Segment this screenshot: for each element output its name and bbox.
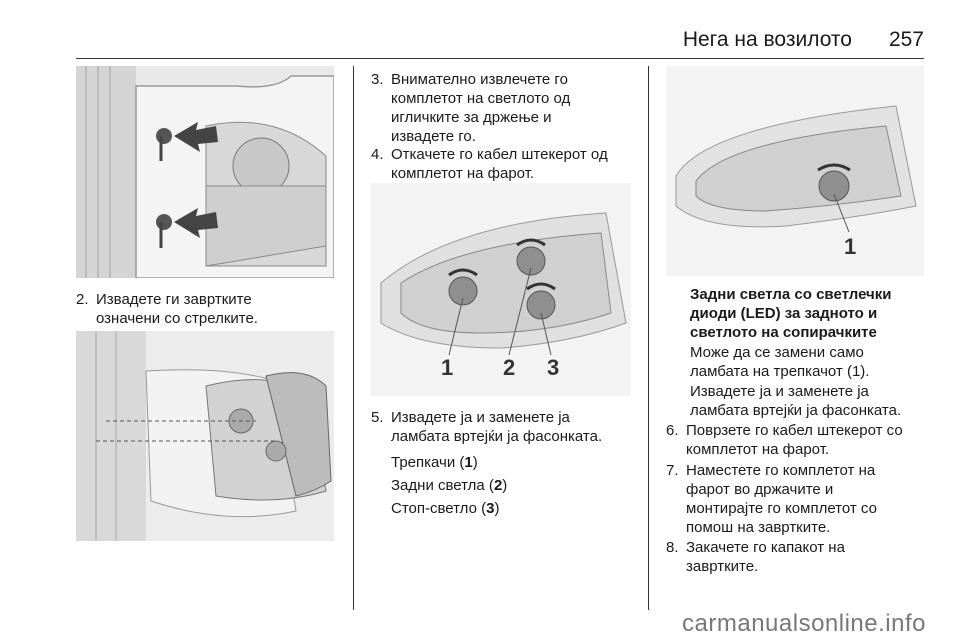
callout-1: 1 [844,234,857,259]
watermark: carmanualsonline.info [682,610,926,637]
led-subheading: Задни светла со светлечки диоди (LED) за задното и светлото на сопирачките [690,286,892,341]
figure-bulb-sockets [371,183,631,396]
led-tail-light-illustration [666,66,924,276]
part-brake-light: Стоп-светло (3) [391,500,500,517]
header-rule [76,58,924,59]
tail-light-screws-illustration [76,66,334,278]
page-header [76,28,924,54]
part-tail-light: Задни светла (2) [391,477,508,494]
figure-tail-light-removal [76,331,334,541]
column-divider-1 [353,66,354,610]
figure-led-tail-light [666,66,924,276]
callout-1: 1 [441,355,454,380]
column-divider-2 [648,66,649,610]
figure-tail-light-screws [76,66,334,278]
part-turn-signal: Трепкачи (1) [391,454,478,471]
tail-light-removal-illustration [76,331,334,541]
page-number: 257 [888,28,924,51]
section-title: Нега на возилото [682,28,852,51]
callout-3: 3 [547,355,560,380]
callout-2: 2 [503,355,516,380]
led-paragraph-2: Извадете ја и заменете ја ламбата вртејќи ја фасонката. [690,383,902,419]
led-paragraph-1: Може да се замени само ламбата на трепкачот (1). [690,344,870,380]
bulb-sockets-illustration [371,183,631,396]
